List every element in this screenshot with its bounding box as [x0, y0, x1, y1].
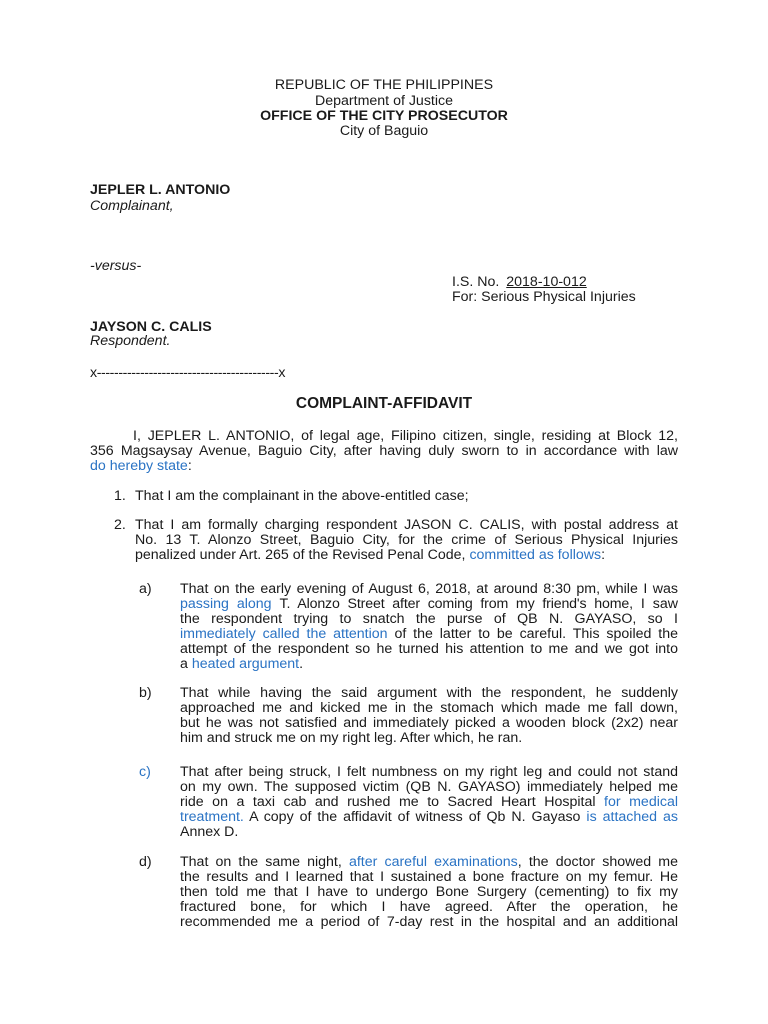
item-2-highlight: committed as follows — [469, 547, 602, 563]
sub-c-highlight: is attached as — [586, 809, 678, 825]
sub-a-highlight: passing along — [180, 596, 272, 612]
header-republic: REPUBLIC OF THE PHILIPPINES — [274, 77, 494, 93]
header-department: Department of Justice — [315, 93, 453, 109]
complainant-name: JEPLER L. ANTONIO — [90, 182, 231, 198]
sub-c-highlight: for medical — [604, 794, 678, 810]
sub-item-marker: d) — [139, 854, 152, 870]
case-number-value: 2018-10-012 — [506, 274, 587, 290]
case-number-line — [452, 275, 587, 290]
item-number: 1. — [114, 488, 126, 504]
sub-item-c-text: That after being struck, I felt numbness on my right leg and could not stand on my own. The supposed victim (QB N. GAYASO) immediately helped me ride on a taxi cab and rushed me to Sacred Heart Hospital for medical treatment. A copy of the affidavit of witness of Qb N. Gayaso is attached as Annex D. — [180, 764, 678, 840]
document-title: COMPLAINT-AFFIDAVIT — [295, 395, 473, 412]
sub-c-highlight: treatment. — [180, 809, 244, 825]
item-2-line: penalized under Art. 265 of the Revised Penal Code, committed as follows: — [135, 547, 606, 563]
respondent-role: Respondent. — [90, 333, 171, 349]
sub-a-highlight: heated argument — [191, 656, 300, 672]
caption-separator: x------------------------------------------x — [90, 365, 286, 381]
sub-item-d-text: That on the same night, after careful examinations, the doctor showed me the results and I learned that I sustained a bone fracture on my femur. He then told me that I have to undergo Bone Surgery (cementing) to fix my fractured bone, for which I have agreed. After the operation, he recommended me a period of 7-day rest in the hospital and an additional — [180, 854, 678, 930]
respondent-name: JAYSON C. CALIS — [90, 319, 212, 335]
header-city: City of Baguio — [339, 123, 429, 139]
item-1-text: That I am the complainant in the above-entitled case; — [135, 488, 469, 504]
versus-label: -versus- — [90, 258, 142, 274]
intro-highlight: do hereby state — [90, 458, 188, 474]
sub-item-marker: a) — [139, 581, 152, 597]
intro-line: I, JEPLER L. ANTONIO, of legal age, Filipino citizen, single, residing at Block 12, — [133, 428, 678, 444]
item-2-line: That I am formally charging respondent JASON C. CALIS, with postal address at — [135, 517, 678, 533]
sub-item-a-text: That on the early evening of August 6, 2018, at around 8:30 pm, while I was passing along T. Alonzo Street after coming from my friend's home, I saw the respondent trying to snatch the purse of QB N. GAYASO, so I immediately called the attention of the latter to be careful. This spoiled the attempt of the respondent so he turned his attention to me and we got into a heated argument. — [180, 581, 678, 672]
item-number: 2. — [114, 517, 126, 533]
item-2-text — [135, 518, 678, 563]
sub-item-marker: b) — [139, 685, 152, 701]
intro-line: do hereby state: — [90, 458, 192, 474]
complainant-role: Complainant, — [90, 198, 174, 214]
offense-line: For: Serious Physical Injuries — [452, 289, 636, 305]
intro-line: 356 Magsaysay Avenue, Baguio City, after having duly sworn to in accordance with law — [90, 443, 678, 459]
sub-d-highlight: after careful examinations — [348, 854, 518, 870]
sub-a-highlight: immediately called the attention — [180, 626, 388, 642]
sub-item-b-text: That while having the said argument with the respondent, he suddenly approached me and kicked me in the stomach which made me fall down, but he was not satisfied and immediately picked a wooden block (2x2) near him and struck me on my right leg. After which, he ran. — [180, 685, 678, 746]
sub-item-marker: c) — [139, 764, 151, 780]
item-2-line: No. 13 T. Alonzo Street, Baguio City, for the crime of Serious Physical Injuries — [135, 532, 678, 548]
header-office: OFFICE OF THE CITY PROSECUTOR — [260, 108, 508, 124]
intro-paragraph — [90, 429, 678, 474]
case-number-label: I.S. No. — [452, 274, 500, 290]
